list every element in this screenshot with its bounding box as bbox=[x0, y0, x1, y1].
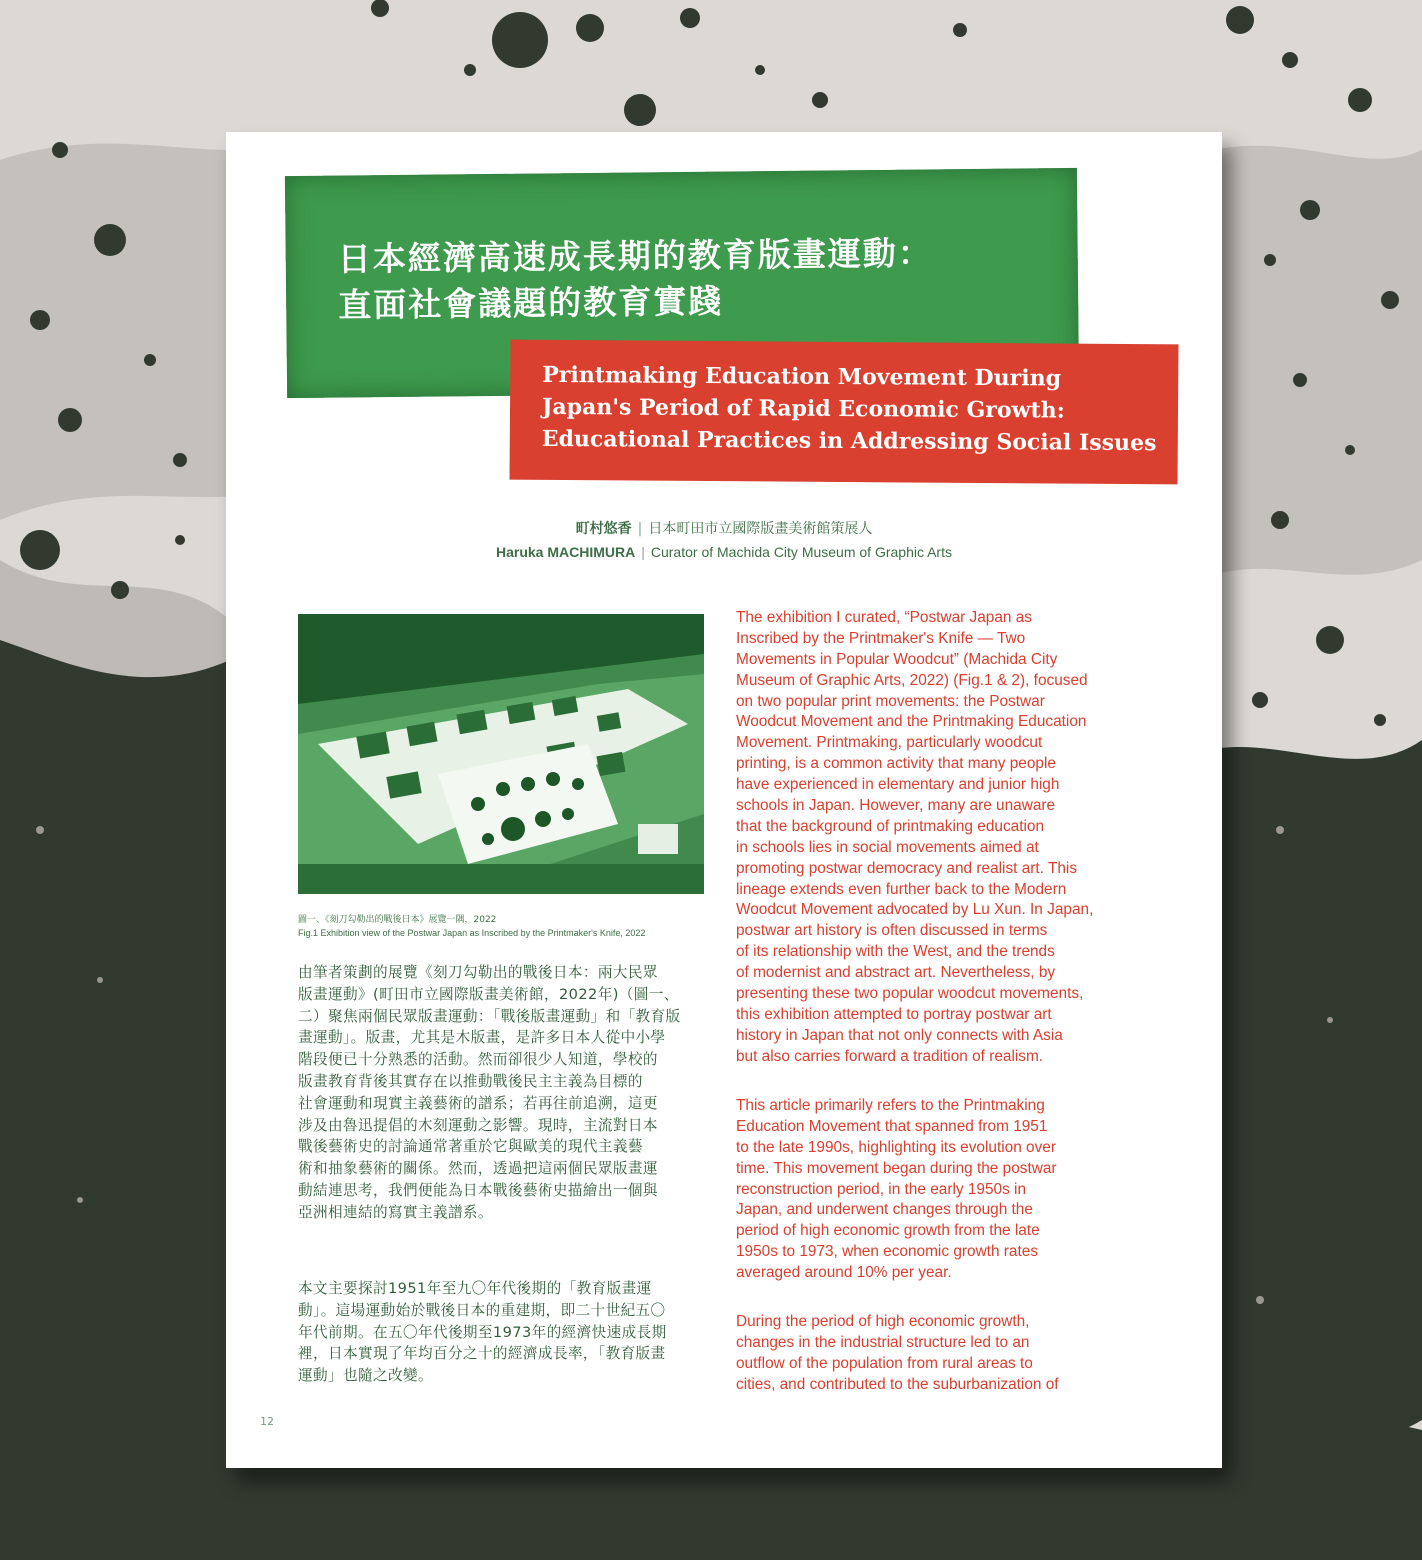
text-line: 由筆者策劃的展覽《刻刀勾勒出的戰後日本：兩大民眾 bbox=[298, 964, 658, 981]
text-line: promoting postwar democracy and realist art. This bbox=[736, 859, 1078, 877]
text-line: history in Japan that not only connects with Asia bbox=[736, 1026, 1063, 1044]
text-line: of modernist and abstract art. Nevertheless, by bbox=[736, 964, 1056, 982]
chinese-paragraph-2 bbox=[298, 1278, 706, 1387]
english-title-line-2: Japan's Period of Rapid Economic Growth: bbox=[541, 393, 1065, 424]
text-line: Japan, and underwent changes through the bbox=[736, 1201, 1033, 1219]
text-line: 動」。這場運動始於戰後日本的重建期，即二十世紀五〇 bbox=[298, 1301, 666, 1319]
byline-separator: | bbox=[637, 521, 643, 537]
text-line: 二）聚焦兩個民眾版畫運動：「戰後版畫運動」和「教育版 bbox=[298, 1007, 681, 1025]
text-line: lineage extends even further back to the Modern bbox=[736, 880, 1067, 898]
text-line: 1950s to 1973, when economic growth rates bbox=[736, 1243, 1039, 1261]
text-line: During the period of high economic growth, bbox=[736, 1313, 1030, 1330]
text-line: Woodcut Movement and the Printmaking Education bbox=[736, 713, 1087, 731]
text-line: have experienced in elementary and junior high bbox=[736, 776, 1060, 794]
magazine-page bbox=[226, 132, 1222, 1468]
text-line: postwar art history is often discussed in terms bbox=[736, 922, 1048, 940]
author-name-en: Haruka MACHIMURA bbox=[496, 544, 636, 560]
text-line: 動結連思考，我們便能為日本戰後藝術史描繪出一個與 bbox=[298, 1181, 658, 1199]
text-line: 裡，日本實現了年均百分之十的經濟成長率，「教育版畫 bbox=[298, 1345, 666, 1363]
text-line: on two popular print movements: the Postwar bbox=[736, 692, 1045, 710]
text-line: of its relationship with the West, and the trends bbox=[736, 943, 1055, 961]
text-line: to the late 1990s, highlighting its evolution over bbox=[736, 1138, 1056, 1156]
chinese-title-line-2: 直面社會議題的教育實踐 bbox=[338, 281, 724, 325]
figure-caption-zh: 圖一、《刻刀勾勒出的戰後日本》展覽一隅，2022 bbox=[298, 915, 497, 925]
author-byline-english bbox=[226, 544, 1222, 560]
text-line: period of high economic growth from the late bbox=[736, 1222, 1040, 1240]
text-line: 本文主要探討1951年至九〇年代後期的「教育版畫運 bbox=[298, 1280, 652, 1297]
page-number: 12 bbox=[260, 1415, 274, 1428]
text-line: 運動」也隨之改變。 bbox=[298, 1367, 433, 1385]
text-line: 年代前期。在五〇年代後期至1973年的經濟快速成長期 bbox=[298, 1323, 667, 1341]
text-line: printing, is a common activity that many people bbox=[736, 755, 1056, 773]
text-line: This article primarily refers to the Printmaking bbox=[736, 1097, 1045, 1114]
english-title-line-1: Printmaking Education Movement During bbox=[542, 361, 1062, 392]
text-line: 畫運動」。版畫，尤其是木版畫，是許多日本人從中小學 bbox=[298, 1029, 666, 1047]
text-line: 亞洲相連結的寫實主義譜系。 bbox=[298, 1203, 493, 1221]
text-line: in schools lies in social movements aimed at bbox=[736, 838, 1039, 856]
text-line: this exhibition attempted to portray postwar art bbox=[736, 1005, 1052, 1023]
text-line: Woodcut Movement advocated by Lu Xun. In Japan, bbox=[736, 901, 1094, 919]
figure-caption-en: Fig.1 Exhibition view of the Postwar Japan as Inscribed by the Printmaker's Knife, 2022 bbox=[298, 928, 646, 938]
english-paragraph-3 bbox=[736, 1312, 1142, 1396]
text-line: Inscribed by the Printmaker's Knife — Two bbox=[736, 629, 1026, 647]
text-line: 術和抽象藝術的關係。然而，透過把這兩個民眾版畫運 bbox=[298, 1160, 658, 1178]
text-line: reconstruction period, in the early 1950s in bbox=[736, 1180, 1027, 1198]
chinese-title-line-1: 日本經濟高速成長期的教育版畫運動： bbox=[337, 233, 933, 279]
author-role-zh: 日本町田市立國際版畫美術館策展人 bbox=[648, 521, 873, 537]
text-line: Movements in Popular Woodcut” (Machida City bbox=[736, 650, 1058, 668]
text-line: 涉及由魯迅提倡的木刻運動之影響。現時，主流對日本 bbox=[298, 1116, 658, 1134]
chinese-paragraph-1 bbox=[298, 962, 706, 1224]
text-line: presenting these two popular woodcut movements, bbox=[736, 985, 1084, 1003]
english-paragraph-2 bbox=[736, 1096, 1142, 1284]
text-line: 戰後藝術史的討論通常著重於它與歐美的現代主義藝 bbox=[298, 1138, 643, 1156]
english-title-banner bbox=[510, 340, 1179, 485]
english-paragraph-1 bbox=[736, 608, 1142, 1068]
author-byline-chinese bbox=[226, 518, 1222, 538]
exhibition-photo bbox=[298, 614, 704, 894]
text-line: 階段便已十分熟悉的活動。然而卻很少人知道，學校的 bbox=[298, 1051, 658, 1069]
text-line: 版畫運動》(町田市立國際版畫美術館，2022年)（圖一、 bbox=[298, 985, 679, 1003]
text-line: 版畫教育背後其實存在以推動戰後民主主義為目標的 bbox=[298, 1072, 643, 1090]
text-line: changes in the industrial structure led to an bbox=[736, 1333, 1030, 1351]
text-line: Education Movement that spanned from 1951 bbox=[736, 1117, 1048, 1135]
text-line: Movement. Printmaking, particularly woodcut bbox=[736, 734, 1043, 752]
text-line: The exhibition I curated, “Postwar Japan as bbox=[736, 609, 1032, 626]
text-line: cities, and contributed to the suburbanization of bbox=[736, 1375, 1059, 1393]
text-line: that the background of printmaking education bbox=[736, 817, 1045, 835]
text-line: schools in Japan. However, many are unaware bbox=[736, 797, 1056, 815]
text-line: outflow of the population from rural areas to bbox=[736, 1354, 1033, 1372]
text-line: averaged around 10% per year. bbox=[736, 1264, 952, 1282]
author-role-en: Curator of Machida City Museum of Graphic Arts bbox=[650, 544, 952, 560]
text-line: but also carries forward a tradition of realism. bbox=[736, 1047, 1044, 1065]
text-line: time. This movement began during the postwar bbox=[736, 1159, 1057, 1177]
text-line: 社會運動和現實主義藝術的譜系；若再往前追溯，這更 bbox=[298, 1094, 658, 1112]
byline-separator: | bbox=[641, 544, 645, 560]
english-title-line-3: Educational Practices in Addressing Social Issues bbox=[541, 425, 1157, 457]
author-name-zh: 町村悠香 bbox=[575, 521, 632, 537]
text-line: Museum of Graphic Arts, 2022) (Fig.1 & 2), focused bbox=[736, 671, 1088, 689]
